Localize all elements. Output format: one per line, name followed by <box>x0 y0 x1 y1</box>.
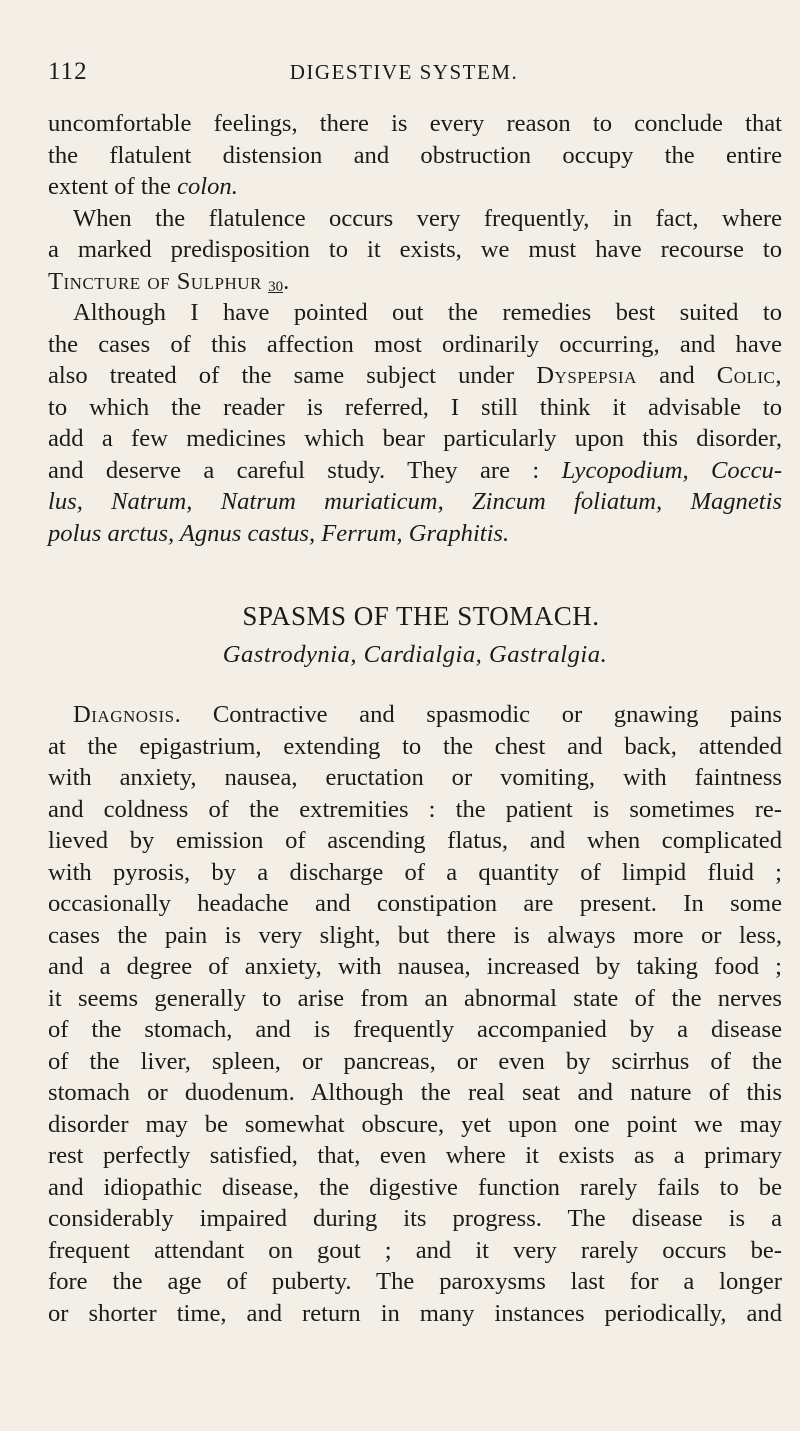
italic-term: colon. <box>177 173 238 200</box>
text-line <box>48 699 782 731</box>
body-text-top <box>48 108 782 549</box>
text-line: of the stomach, and is frequently accompanied by a disease <box>48 1016 782 1043</box>
body-text-diagnosis <box>48 699 782 1329</box>
text-line: cases the pain is very slight, but there is always more or less, <box>48 921 782 949</box>
text-span: and <box>659 362 695 389</box>
diagnosis-label: Diagnosis. <box>73 701 182 728</box>
running-title: DIGESTIVE SYSTEM. <box>289 60 519 84</box>
text-line <box>48 486 782 518</box>
text-line: at the epigastrium, extending to the chest and back, attended <box>48 732 782 760</box>
text-line: When the flatulence occurs very frequently, in fact, where <box>73 204 782 232</box>
text-line: add a few medicines which bear particularly upon this disorder, <box>48 425 782 452</box>
section-heading: SPASMS OF THE STOMACH. <box>242 601 600 631</box>
text-line: stomach or duodenum. Although the real seat and nature of this <box>48 1079 782 1106</box>
text-line: the flatulent distension and obstruction occupy the entire <box>48 141 782 169</box>
section-synonyms: Gastrodynia, Cardialgia, Gastralgia. <box>222 641 608 668</box>
italic-term: Lycopodium, Coccu- <box>561 456 783 484</box>
dose-value: 30 <box>268 278 284 295</box>
text-line: of the liver, spleen, or pancreas, or even by scirrhus of the <box>48 1047 782 1075</box>
text-line: with anxiety, nausea, eructation or vomiting, with faintness <box>48 764 782 791</box>
text-line: it seems generally to arise from an abnormal state of the nerves <box>48 984 782 1012</box>
text-line: frequent attendant on gout ; and it very rarely occurs be- <box>48 1236 782 1264</box>
text-line: the cases of this affection most ordinarily occurring, and have <box>48 330 782 358</box>
dose-fraction <box>268 279 283 295</box>
text-line: with pyrosis, by a discharge of a quantity of limpid fluid ; <box>48 858 782 886</box>
text-line: considerably impaired during its progress. The disease is a <box>48 1205 782 1232</box>
text-span: Contractive and spasmodic or gnawing pains <box>212 701 782 728</box>
text-line: or shorter time, and return in many instances periodically, and <box>48 1299 782 1327</box>
text-span: also treated of the same subject under <box>48 362 515 389</box>
text-line: fore the age of puberty. The paroxysms last for a longer <box>48 1268 782 1295</box>
cross-reference-term: Dyspepsia <box>536 362 637 389</box>
text-line <box>48 455 782 487</box>
text-line: rest perfectly satisfied, that, even where it exists as a primary <box>48 1142 782 1169</box>
text-line: and coldness of the extremities : the patient is sometimes re- <box>48 795 782 823</box>
text-line: Although I have pointed out the remedies best suited to <box>73 299 782 326</box>
text-line: and a degree of anxiety, with nausea, increased by taking food ; <box>48 953 782 980</box>
text-span: and deserve a careful study. They are : <box>48 456 540 484</box>
running-head <box>48 58 760 88</box>
italic-term: polus arctus, Agnus castus, Ferrum, Graphitis. <box>48 519 510 547</box>
text-line: lieved by emission of ascending flatus, and when complicated <box>48 827 782 854</box>
punctuation: . <box>283 267 290 295</box>
text-line <box>48 360 782 392</box>
text-line <box>48 266 782 298</box>
remedy-name: Tincture of Sulphur <box>48 267 262 295</box>
page-number: 112 <box>48 58 88 85</box>
text-line: uncomfortable feelings, there is every reason to conclude that <box>48 110 782 137</box>
text-line: to which the reader is referred, I still think it advisable to <box>48 393 782 421</box>
text-line <box>48 518 782 550</box>
text-line: extent of the colon. <box>48 173 238 200</box>
cross-reference-term: Colic, <box>716 362 783 389</box>
text-line: disorder may be somewhat obscure, yet upon one point we may <box>48 1110 782 1138</box>
text-line: a marked predisposition to it exists, we must have recourse to <box>48 236 782 263</box>
italic-term: lus, Natrum, Natrum muriaticum, Zincum foliatum, Magnetis <box>48 488 782 515</box>
text-line: and idiopathic disease, the digestive function rarely fails to be <box>48 1173 782 1201</box>
text-line: occasionally headache and constipation are present. In some <box>48 890 782 917</box>
